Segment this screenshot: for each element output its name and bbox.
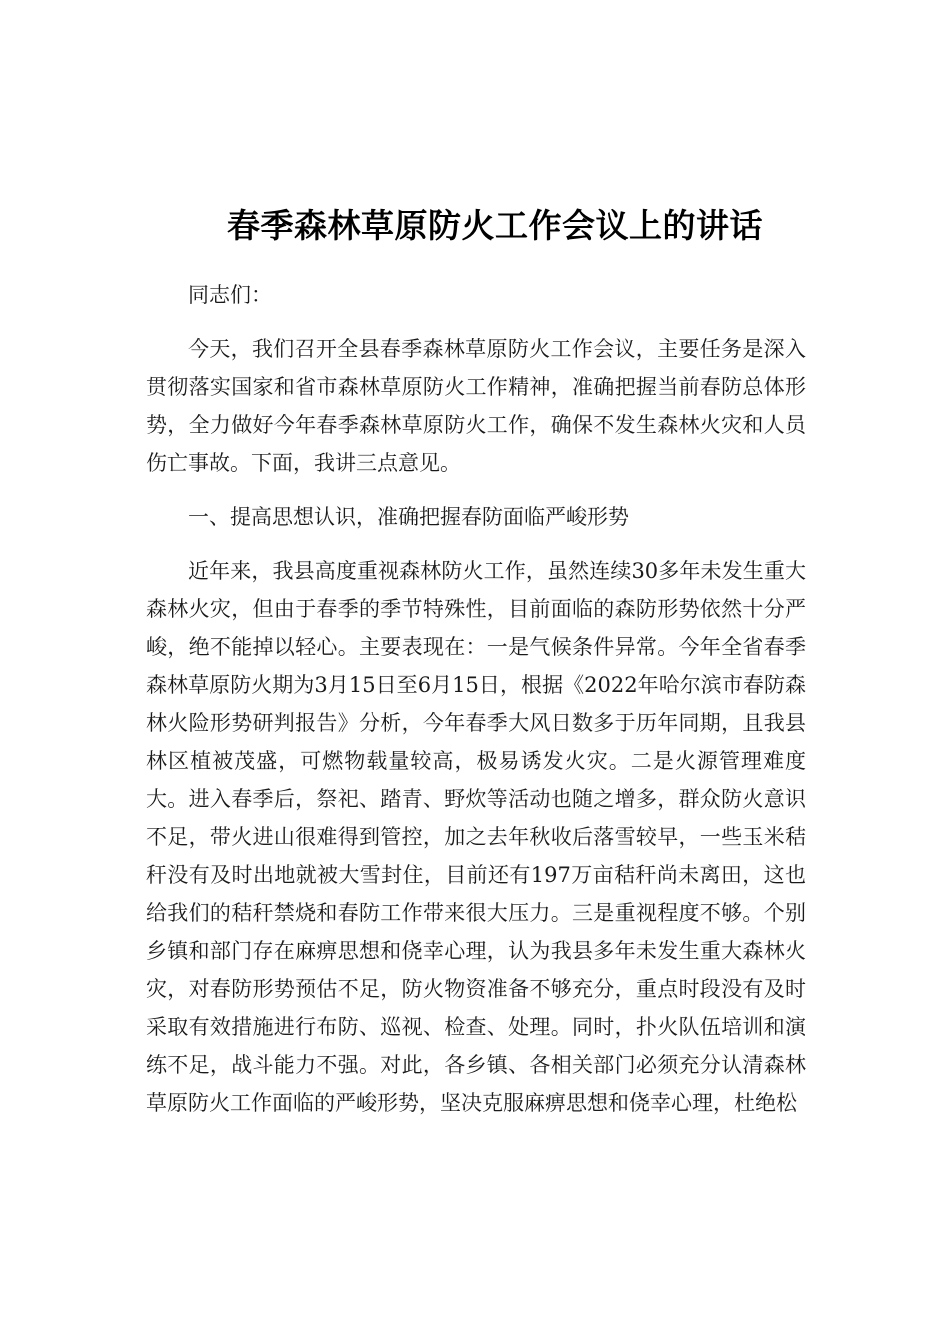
document-title: 春季森林草原防火工作会议上的讲话: [227, 206, 763, 245]
section-heading-1: 一、提高思想认识，准确把握春防面临严峻形势: [188, 505, 629, 529]
paragraph-situation: 近年来，我县高度重视森林防火工作，虽然连续30多年未发生重大森林火灾，但由于春季的季节特殊性，目前面临的森防形势依然十分严峻，绝不能掉以轻心。主要表现在：一是气候条件异常。今年全省春季森林草原防火期为3月15日至6月15日，根据《2022年哈尔滨市春防森林火险形势研判报告》分析，今年春季大风日数多于历年同期，且我县林区植被茂盛，可燃物载量较高，极易诱发火灾。二是火源管理难度大。进入春季后，祭祀、踏青、野炊等活动也随之增多，群众防火意识不足，带火进山很难得到管控，加之去年秋收后落雪较早，一些玉米秸秆没有及时出地就被大雪封住，目前还有197万亩秸秆尚未离田，这也给我们的秸秆禁烧和春防工作带来很大压力。三是重视程度不够。个别乡镇和部门存在麻痹思想和侥幸心理，认为我县多年未发生重大森林火灾，对春防形势预估不足，防火物资准备不够充分，重点时段没有及时采取有效措施进行布防、巡视、检查、处理。同时，扑火队伍培训和演练不足，战斗能力不强。对此，各乡镇、各相关部门必须充分认清森林草原防火工作面临的严峻形势，坚决克服麻痹思想和侥幸心理，杜绝松: [146, 559, 806, 1115]
salutation: 同志们：: [188, 283, 272, 307]
paragraph-intro: 今天，我们召开全县春季森林草原防火工作会议，主要任务是深入贯彻落实国家和省市森林草原防火工作精神，准确把握当前春防总体形势，全力做好今年春季森林草原防火工作，确保不发生森林火灾和人员伤亡事故。下面，我讲三点意见。: [146, 337, 806, 475]
document-body: [146, 276, 806, 1138]
